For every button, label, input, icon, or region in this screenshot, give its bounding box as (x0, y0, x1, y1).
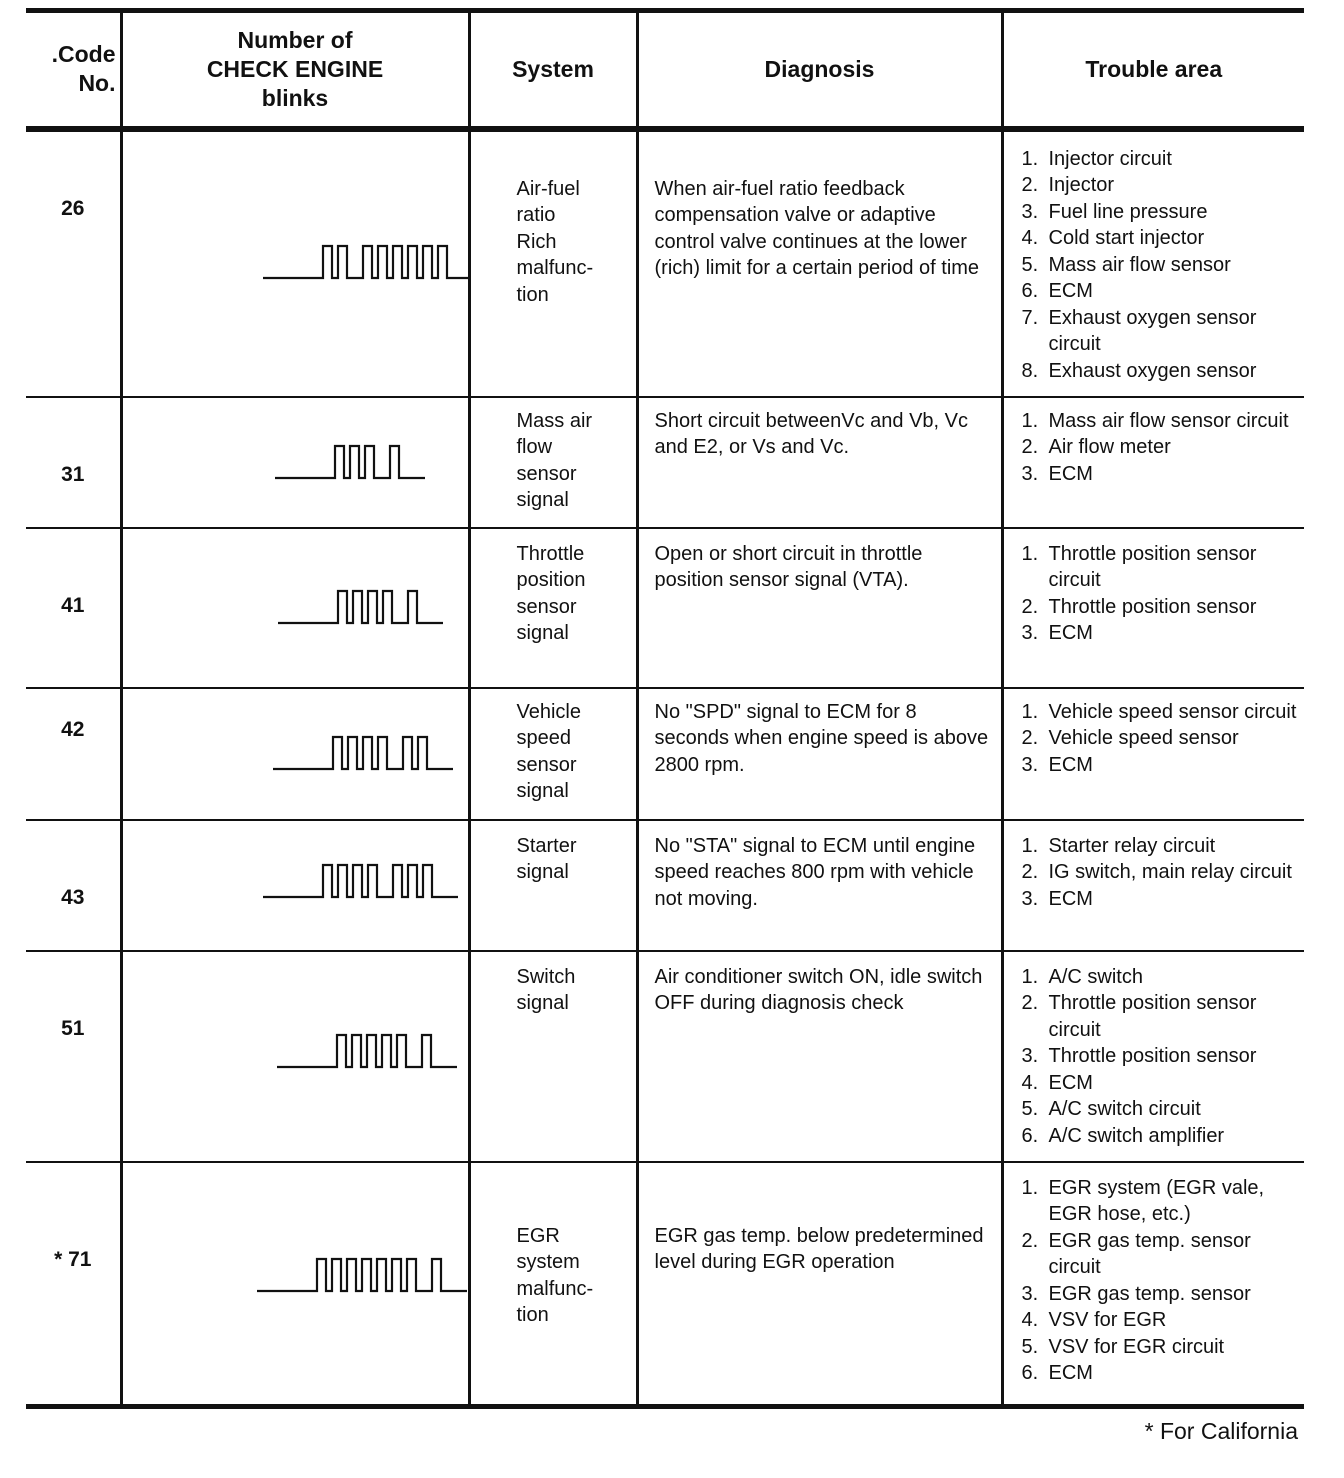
blink-pulse-path (273, 737, 453, 769)
trouble-area-item (1022, 1307, 1305, 1334)
system-cell: EGR system malfunc- tion (469, 1162, 637, 1407)
code-number: 31 (61, 462, 85, 486)
item-text: A/C switch amplifier (1048, 1124, 1225, 1147)
diagnostic-code-table (26, 8, 1304, 1409)
item-number: 3. (1021, 753, 1039, 776)
trouble-area-item (1022, 725, 1305, 752)
item-text: IG switch, main relay circuit (1048, 861, 1292, 883)
trouble-area-item (1022, 752, 1305, 779)
item-text: Vehicle speed sensor (1048, 727, 1239, 749)
trouble-area-item (1022, 1228, 1305, 1281)
blink-pattern-cell (121, 820, 469, 951)
item-text: ECM (1048, 887, 1093, 910)
blink-pattern-cell (121, 951, 469, 1162)
blink-waveform (123, 952, 471, 1163)
blink-waveform (123, 689, 471, 821)
item-number: 5. (1021, 1335, 1039, 1358)
table-row (26, 528, 1304, 688)
item-number: 1. (1021, 965, 1039, 988)
item-text: Cold start injector (1048, 227, 1205, 249)
trouble-area-item (1022, 990, 1305, 1043)
trouble-area-item (1022, 859, 1305, 886)
blink-pulse-path (277, 1035, 457, 1067)
table-row (26, 820, 1304, 951)
item-text: Exhaust oxygen sensor (1048, 359, 1257, 382)
item-number: 3. (1021, 1045, 1039, 1067)
trouble-area-cell (1002, 129, 1304, 397)
trouble-area-item (1022, 199, 1305, 226)
item-number: 8. (1021, 359, 1039, 382)
trouble-area-item (1022, 1123, 1305, 1150)
trouble-area-item (1022, 434, 1305, 461)
trouble-area-item (1022, 964, 1305, 991)
blink-waveform (123, 398, 471, 529)
code-number-cell (26, 1162, 121, 1407)
item-text: Throttle position sensor circuit (1048, 542, 1257, 591)
trouble-area-list (1022, 146, 1305, 385)
trouble-area-cell (1002, 688, 1304, 820)
code-number: 42 (61, 717, 85, 741)
trouble-area-item (1022, 278, 1305, 305)
trouble-area-item (1022, 1175, 1305, 1228)
trouble-area-list (1022, 1175, 1305, 1387)
blink-pulse-path (278, 591, 443, 623)
trouble-area-list (1022, 408, 1305, 488)
item-text: Starter relay circuit (1048, 834, 1216, 857)
blink-waveform (123, 529, 471, 689)
item-number: 2. (1021, 861, 1039, 883)
blink-pulse-path (275, 446, 425, 478)
item-number: 1. (1021, 409, 1039, 432)
trouble-area-item (1022, 1281, 1305, 1308)
system-cell: Switch signal (469, 951, 637, 1162)
blink-pulse-path (257, 1259, 467, 1291)
diagnosis-cell: Open or short circuit in throttle position sensor signal (VTA). (637, 528, 1002, 688)
trouble-area-item (1022, 461, 1305, 488)
trouble-area-item (1022, 305, 1305, 358)
trouble-area-item (1022, 358, 1305, 385)
item-text: Injector (1048, 174, 1115, 196)
item-text: Vehicle speed sensor circuit (1048, 700, 1297, 723)
diagnosis-cell: No "STA" signal to ECM until engine speed reaches 800 rpm with vehicle not moving. (637, 820, 1002, 951)
item-number: 1. (1021, 834, 1039, 857)
item-number: 2. (1021, 174, 1039, 196)
table-row (26, 129, 1304, 397)
item-text: Throttle position sensor circuit (1048, 992, 1257, 1041)
item-text: EGR system (EGR vale, EGR hose, etc.) (1048, 1176, 1265, 1225)
trouble-area-item (1022, 1334, 1305, 1361)
trouble-area-item (1022, 886, 1305, 913)
footnote-california: * For California (1144, 1418, 1298, 1444)
item-number: 5. (1021, 253, 1039, 276)
item-text: VSV for EGR (1048, 1309, 1167, 1331)
trouble-area-list (1022, 541, 1305, 647)
trouble-area-item (1022, 699, 1305, 726)
blink-pulse-path (263, 246, 471, 278)
trouble-area-item (1022, 620, 1305, 647)
blink-pattern-cell (121, 528, 469, 688)
item-number: 2. (1021, 727, 1039, 749)
trouble-area-item (1022, 541, 1305, 594)
item-number: 4. (1021, 227, 1039, 249)
header-diagnosis: Diagnosis (637, 11, 1002, 129)
item-text: VSV for EGR circuit (1048, 1335, 1225, 1358)
diagnosis-cell: When air-fuel ratio feedback compensation valve or adaptive control valve continues at the lower (rich) limit for a certain period of time (637, 129, 1002, 397)
table-row (26, 688, 1304, 820)
trouble-area-cell (1002, 820, 1304, 951)
item-number: 6. (1021, 1362, 1039, 1384)
item-number: 1. (1021, 700, 1039, 723)
header-code-no: .Code No. (26, 11, 121, 129)
item-text: Fuel line pressure (1048, 200, 1208, 223)
system-cell: Air-fuel ratio Rich malfunc- tion (469, 129, 637, 397)
item-text: Exhaust oxygen sensor circuit (1048, 306, 1257, 355)
blink-pattern-cell (121, 688, 469, 820)
trouble-area-cell (1002, 951, 1304, 1162)
code-number: 26 (61, 196, 85, 220)
code-number: 51 (61, 1016, 85, 1040)
trouble-area-item (1022, 1360, 1305, 1387)
item-text: EGR gas temp. sensor (1048, 1282, 1251, 1305)
code-number-cell (26, 397, 121, 528)
blink-waveform (123, 821, 471, 952)
item-text: EGR gas temp. sensor circuit (1048, 1229, 1251, 1278)
trouble-area-item (1022, 172, 1305, 199)
item-number: 1. (1021, 147, 1039, 170)
blink-pattern-cell (121, 1162, 469, 1407)
item-text: Mass air flow sensor circuit (1048, 409, 1289, 432)
item-number: 2. (1021, 992, 1039, 1014)
item-number: 3. (1021, 1282, 1039, 1305)
blink-waveform (123, 1163, 471, 1408)
item-number: 2. (1021, 595, 1039, 618)
item-number: 3. (1021, 622, 1039, 644)
blink-pulse-path (263, 865, 458, 897)
table-header-row (26, 11, 1304, 129)
header-system: System (469, 11, 637, 129)
trouble-area-item (1022, 408, 1305, 435)
item-number: 1. (1021, 542, 1039, 565)
item-number: 4. (1021, 1071, 1039, 1094)
trouble-area-item (1022, 252, 1305, 279)
item-text: A/C switch circuit (1048, 1098, 1201, 1120)
trouble-area-item (1022, 146, 1305, 173)
table-row (26, 1162, 1304, 1407)
trouble-area-item (1022, 1043, 1305, 1070)
table-row (26, 397, 1304, 528)
item-number: 3. (1021, 200, 1039, 223)
item-text: ECM (1048, 1362, 1093, 1384)
item-number: 2. (1021, 436, 1039, 458)
item-text: Air flow meter (1048, 436, 1171, 458)
system-cell: Throttle position sensor signal (469, 528, 637, 688)
item-text: Injector circuit (1048, 147, 1172, 170)
item-text: ECM (1048, 1071, 1093, 1094)
trouble-area-item (1022, 225, 1305, 252)
system-cell: Vehicle speed sensor signal (469, 688, 637, 820)
item-text: ECM (1048, 753, 1093, 776)
trouble-area-cell (1002, 397, 1304, 528)
code-number: 41 (61, 593, 85, 617)
code-number-cell (26, 129, 121, 397)
system-cell: Mass air flow sensor signal (469, 397, 637, 528)
system-cell: Starter signal (469, 820, 637, 951)
code-number: * 71 (54, 1247, 92, 1271)
code-number: 43 (61, 885, 85, 909)
code-number-cell (26, 820, 121, 951)
item-number: 6. (1021, 1124, 1039, 1147)
item-text: Throttle position sensor (1048, 595, 1257, 618)
item-number: 5. (1021, 1098, 1039, 1120)
blink-waveform (123, 132, 471, 400)
code-number-cell (26, 951, 121, 1162)
item-text: A/C switch (1048, 965, 1143, 988)
item-number: 7. (1021, 306, 1039, 329)
item-number: 4. (1021, 1309, 1039, 1331)
item-text: ECM (1048, 462, 1093, 485)
trouble-area-list (1022, 964, 1305, 1150)
diagnosis-cell: EGR gas temp. below predetermined level during EGR operation (637, 1162, 1002, 1407)
item-text: Mass air flow sensor (1048, 253, 1231, 276)
trouble-area-item (1022, 1096, 1305, 1123)
trouble-area-cell (1002, 1162, 1304, 1407)
trouble-area-item (1022, 833, 1305, 860)
diagnosis-cell: No "SPD" signal to ECM for 8 seconds when engine speed is above 2800 rpm. (637, 688, 1002, 820)
item-number: 1. (1021, 1176, 1039, 1199)
header-trouble-area: Trouble area (1002, 11, 1304, 129)
item-text: ECM (1048, 622, 1093, 644)
diagnosis-cell: Air conditioner switch ON, idle switch OFF during diagnosis check (637, 951, 1002, 1162)
item-text: Throttle position sensor (1048, 1045, 1257, 1067)
table-row (26, 951, 1304, 1162)
header-check-engine-blinks: Number of CHECK ENGINE blinks (121, 11, 469, 129)
trouble-area-list (1022, 833, 1305, 913)
blink-pattern-cell (121, 129, 469, 397)
diagnosis-cell: Short circuit betweenVc and Vb, Vc and E2, or Vs and Vc. (637, 397, 1002, 528)
trouble-area-item (1022, 594, 1305, 621)
blink-pattern-cell (121, 397, 469, 528)
item-number: 6. (1021, 280, 1039, 302)
code-number-cell (26, 528, 121, 688)
diagnostic-code-chart (26, 8, 1304, 1444)
trouble-area-cell (1002, 528, 1304, 688)
item-text: ECM (1048, 280, 1093, 302)
trouble-area-list (1022, 699, 1305, 779)
trouble-area-item (1022, 1070, 1305, 1097)
item-number: 2. (1021, 1229, 1039, 1252)
item-number: 3. (1021, 887, 1039, 910)
code-number-cell (26, 688, 121, 820)
item-number: 3. (1021, 462, 1039, 485)
